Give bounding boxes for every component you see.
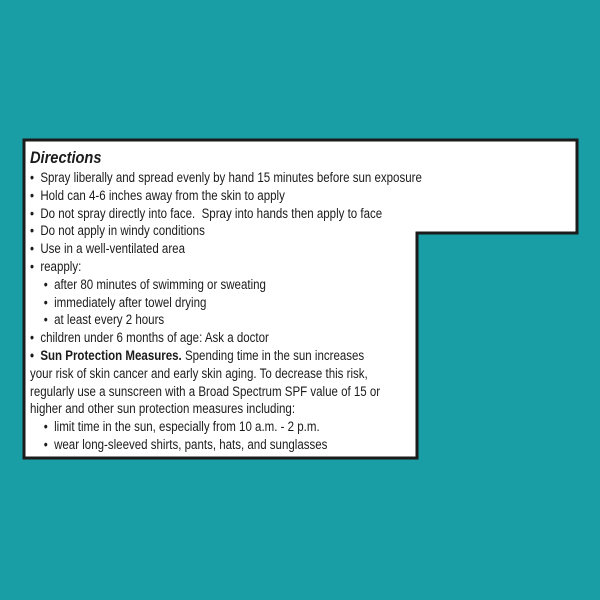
- direction-item: [30, 205, 391, 223]
- direction-item-text: Use in a well-ventilated area: [40, 241, 185, 257]
- sun-protection-text-line3: regularly use a sunscreen with a Broad Spectrum SPF value of 15 or: [30, 383, 381, 399]
- bullet-icon: •: [43, 436, 48, 452]
- sun-protection-subitem-text: wear long-sleeved shirts, pants, hats, and sunglasses: [54, 436, 328, 452]
- bullet-icon: •: [43, 276, 48, 292]
- bullet-icon: •: [30, 241, 35, 257]
- bullet-icon: •: [30, 258, 35, 274]
- direction-item: [30, 169, 422, 187]
- directions-content: [30, 148, 422, 454]
- sun-protection-heading: Sun Protection Measures.: [40, 347, 182, 363]
- direction-item: [30, 240, 391, 258]
- bullet-icon: •: [30, 330, 35, 346]
- children-item-text: children under 6 months of age: Ask a doctor: [40, 330, 269, 346]
- direction-item: [30, 187, 391, 205]
- reapply-item: [30, 276, 391, 294]
- direction-item-text: Hold can 4-6 inches away from the skin to apply: [40, 187, 285, 203]
- reapply-item-text: at least every 2 hours: [54, 312, 165, 328]
- direction-item-text: Do not apply in windy conditions: [40, 223, 205, 239]
- reapply-item-text: immediately after towel drying: [54, 294, 207, 310]
- sun-protection-subitem-text: limit time in the sun, especially from 10 a.m. - 2 p.m.: [54, 419, 320, 435]
- direction-item: [30, 258, 391, 276]
- direction-item-text: Do not spray directly into face. Spray into hands then apply to face: [40, 205, 383, 221]
- bullet-icon: •: [30, 205, 35, 221]
- reapply-item-text: after 80 minutes of swimming or sweating: [54, 276, 266, 292]
- direction-item-text: reapply:: [40, 258, 82, 274]
- sun-protection-text-line1: Spending time in the sun increases: [181, 347, 365, 363]
- direction-item: [30, 222, 391, 240]
- direction-item: [30, 329, 391, 347]
- reapply-item: [30, 311, 391, 329]
- sun-protection-text-line2: your risk of skin cancer and early skin aging. To decrease this risk,: [30, 365, 368, 381]
- bullet-icon: •: [43, 312, 48, 328]
- reapply-item: [30, 294, 391, 312]
- bullet-icon: •: [30, 347, 35, 363]
- sun-protection-text-line4: higher and other sun protection measures including:: [30, 401, 296, 417]
- bullet-icon: •: [43, 419, 48, 435]
- sun-protection-subitem: [30, 418, 391, 436]
- sun-protection-subitem: [30, 436, 391, 454]
- bullet-icon: •: [43, 294, 48, 310]
- sun-protection-item: [30, 347, 391, 365]
- bullet-icon: •: [30, 187, 35, 203]
- direction-item-text: Spray liberally and spread evenly by hand 15 minutes before sun exposure: [40, 170, 422, 185]
- bullet-icon: •: [30, 170, 35, 185]
- directions-title: Directions: [30, 148, 102, 167]
- bullet-icon: •: [30, 223, 35, 239]
